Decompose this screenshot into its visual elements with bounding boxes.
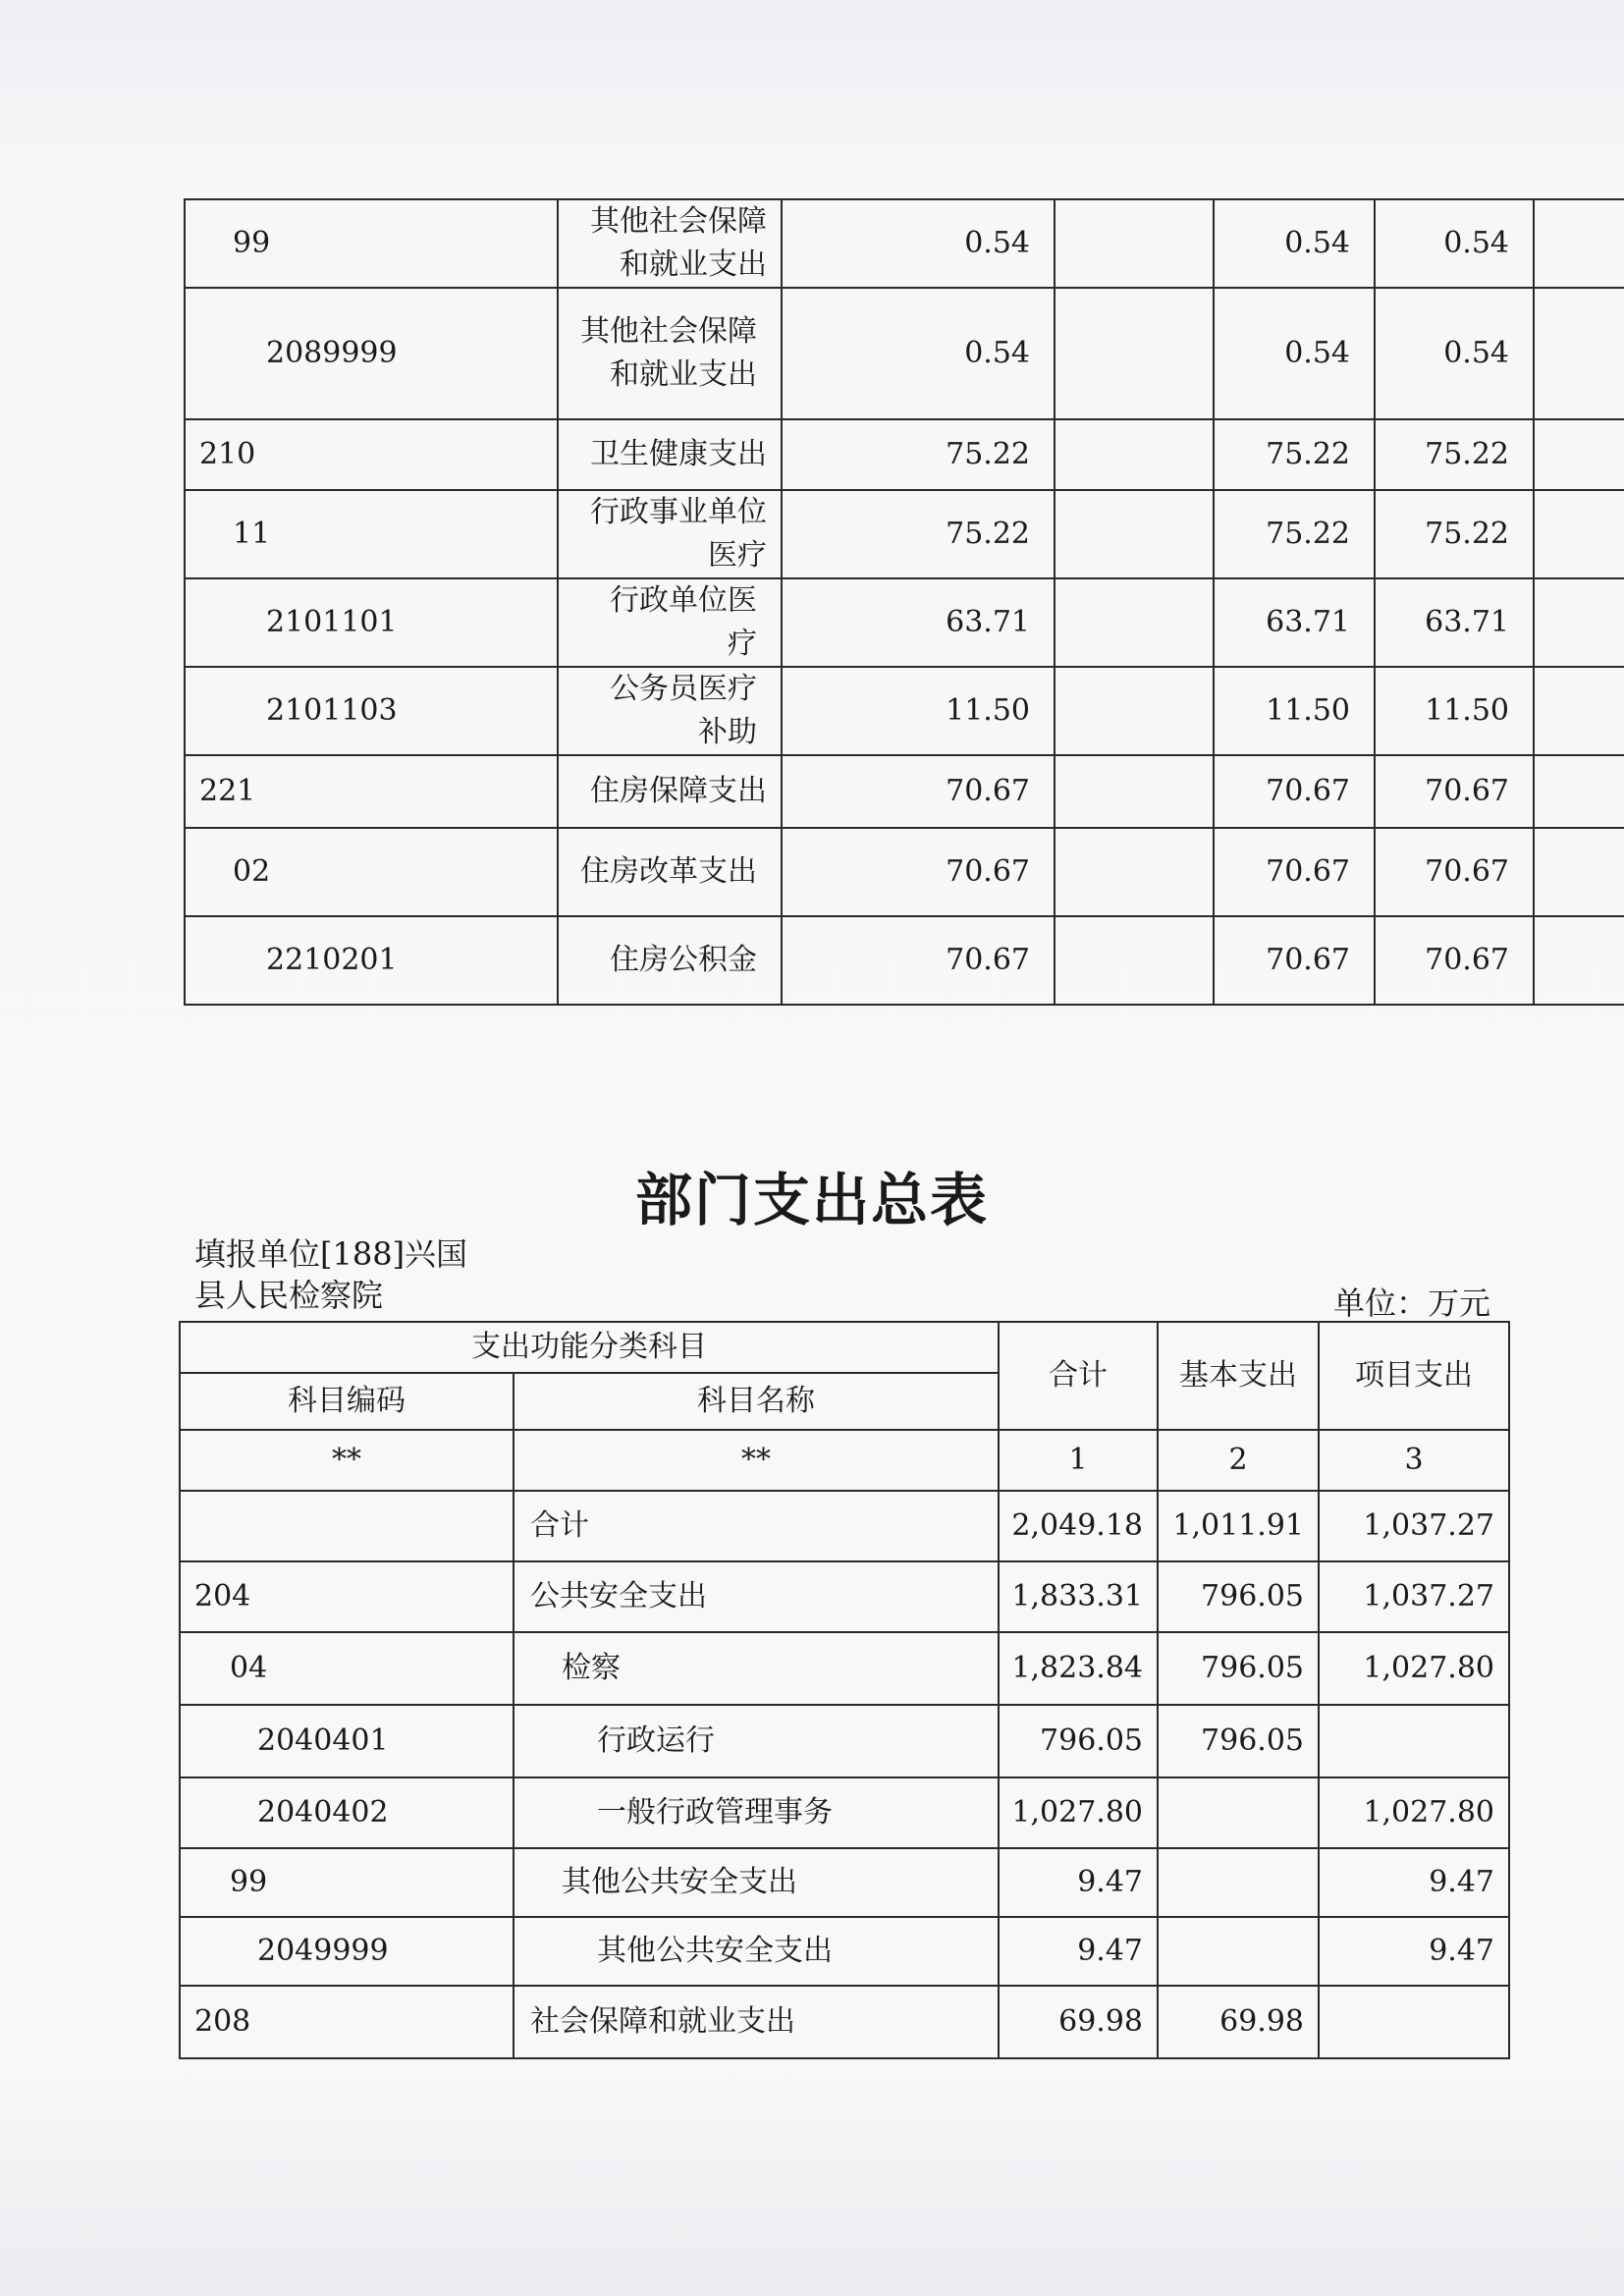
total-cell: 1,833.31: [999, 1561, 1158, 1632]
subject-name: 公共安全支出: [514, 1561, 999, 1632]
value-cell: 75.22: [1375, 419, 1534, 490]
value-cell: [1055, 288, 1214, 419]
subject-code: 221: [185, 755, 558, 828]
project-cell: 1,027.80: [1319, 1777, 1509, 1848]
subject-code: 2101103: [185, 667, 558, 755]
value-cell: [1055, 490, 1214, 578]
subject-name: 卫生健康支出: [558, 419, 782, 490]
project-cell: 1,037.27: [1319, 1561, 1509, 1632]
total-cell: 2,049.18: [999, 1491, 1158, 1561]
index-cell: 1: [999, 1430, 1158, 1491]
filing-unit-line: 县人民检察院: [194, 1277, 384, 1314]
table-row: [180, 1632, 1509, 1705]
total-cell: 1,823.84: [999, 1632, 1158, 1705]
subject-name: 其他公共安全支出: [514, 1917, 999, 1986]
subject-name: 合计: [514, 1491, 999, 1561]
subject-name: 行政单位医疗: [558, 578, 782, 667]
total-cell: 63.71: [782, 578, 1055, 667]
index-row: [180, 1430, 1509, 1491]
table-row: [180, 1491, 1509, 1561]
subject-name: 公务员医疗补助: [558, 667, 782, 755]
value-cell: 70.67: [1214, 755, 1375, 828]
value-cell: 70.67: [1375, 916, 1534, 1005]
department-expenditure-table: [179, 1321, 1510, 2059]
subject-name: 行政事业单位医疗: [558, 490, 782, 578]
subject-code: 2089999: [185, 288, 558, 419]
value-cell: [1055, 199, 1214, 288]
subject-code: 04: [180, 1632, 514, 1705]
index-cell: 3: [1319, 1430, 1509, 1491]
project-cell: 1,037.27: [1319, 1491, 1509, 1561]
value-cell: [1055, 916, 1214, 1005]
value-cell: [1055, 828, 1214, 916]
total-cell: 1,027.80: [999, 1777, 1158, 1848]
table-row: [185, 578, 1624, 667]
value-cell: 11.50: [1375, 667, 1534, 755]
subject-name: 其他社会保障和就业支出: [558, 199, 782, 288]
value-cell: [1055, 578, 1214, 667]
project-cell: 9.47: [1319, 1917, 1509, 1986]
header-row: [180, 1322, 1509, 1373]
value-cell: 63.71: [1214, 578, 1375, 667]
table-row: [185, 199, 1624, 288]
value-cell: [1534, 755, 1624, 828]
total-cell: 70.67: [782, 916, 1055, 1005]
subject-name: 住房改革支出: [558, 828, 782, 916]
subject-code: 99: [185, 199, 558, 288]
table-row: [185, 419, 1624, 490]
basic-cell: 69.98: [1158, 1986, 1319, 2058]
table-row: [180, 1561, 1509, 1632]
unit-label: 单位：万元: [1332, 1285, 1490, 1322]
project-cell: 9.47: [1319, 1848, 1509, 1917]
value-cell: 70.67: [1375, 755, 1534, 828]
value-cell: 75.22: [1214, 419, 1375, 490]
index-cell: 2: [1158, 1430, 1319, 1491]
value-cell: 70.67: [1375, 828, 1534, 916]
basic-cell: 1,011.91: [1158, 1491, 1319, 1561]
table-row: [185, 288, 1624, 419]
subject-name: 住房保障支出: [558, 755, 782, 828]
filing-unit: [194, 1233, 467, 1316]
value-cell: [1534, 578, 1624, 667]
project-cell: [1319, 1705, 1509, 1777]
header-group-cell: 支出功能分类科目: [180, 1322, 999, 1373]
value-cell: [1534, 667, 1624, 755]
basic-cell: [1158, 1848, 1319, 1917]
continued-expenditure-table: [184, 198, 1624, 1006]
value-cell: [1534, 916, 1624, 1005]
subject-code: 2210201: [185, 916, 558, 1005]
table-row: [185, 490, 1624, 578]
value-cell: 75.22: [1214, 490, 1375, 578]
subject-name: 其他公共安全支出: [514, 1848, 999, 1917]
header-total: 合计: [999, 1322, 1158, 1430]
value-cell: 70.67: [1214, 916, 1375, 1005]
subject-name: 社会保障和就业支出: [514, 1986, 999, 2058]
basic-cell: [1158, 1777, 1319, 1848]
page-title: 部门支出总表: [634, 1167, 989, 1233]
subject-code: 2040401: [180, 1705, 514, 1777]
subject-code: 2049999: [180, 1917, 514, 1986]
value-cell: 0.54: [1214, 199, 1375, 288]
index-cell: **: [514, 1430, 999, 1491]
total-cell: 9.47: [999, 1848, 1158, 1917]
value-cell: [1534, 419, 1624, 490]
total-cell: 75.22: [782, 490, 1055, 578]
basic-cell: 796.05: [1158, 1561, 1319, 1632]
table-row: [185, 828, 1624, 916]
table-row: [180, 1848, 1509, 1917]
value-cell: [1055, 419, 1214, 490]
total-cell: 69.98: [999, 1986, 1158, 2058]
table-row: [180, 1917, 1509, 1986]
subject-code: 11: [185, 490, 558, 578]
header-name: 科目名称: [514, 1373, 999, 1430]
subject-name: 一般行政管理事务: [514, 1777, 999, 1848]
subject-code: 02: [185, 828, 558, 916]
value-cell: [1534, 490, 1624, 578]
subject-name: 行政运行: [514, 1705, 999, 1777]
total-cell: 9.47: [999, 1917, 1158, 1986]
value-cell: [1055, 667, 1214, 755]
total-cell: 0.54: [782, 199, 1055, 288]
value-cell: [1534, 828, 1624, 916]
value-cell: [1534, 199, 1624, 288]
filing-unit-line: 填报单位[188]兴国: [194, 1235, 468, 1273]
subject-code: 210: [185, 419, 558, 490]
total-cell: 796.05: [999, 1705, 1158, 1777]
header-basic: 基本支出: [1158, 1322, 1319, 1430]
header-code: 科目编码: [180, 1373, 514, 1430]
subject-name: 检察: [514, 1632, 999, 1705]
table-row: [180, 1986, 1509, 2058]
subject-code: 2101101: [185, 578, 558, 667]
basic-cell: 796.05: [1158, 1705, 1319, 1777]
subject-code: [180, 1491, 514, 1561]
subject-code: 99: [180, 1848, 514, 1917]
project-cell: [1319, 1986, 1509, 2058]
subject-name: 住房公积金: [558, 916, 782, 1005]
total-cell: 11.50: [782, 667, 1055, 755]
total-cell: 0.54: [782, 288, 1055, 419]
value-cell: 63.71: [1375, 578, 1534, 667]
value-cell: 0.54: [1214, 288, 1375, 419]
table-row: [185, 916, 1624, 1005]
value-cell: 70.67: [1214, 828, 1375, 916]
subject-code: 208: [180, 1986, 514, 2058]
subject-code: 204: [180, 1561, 514, 1632]
table-row: [185, 667, 1624, 755]
total-cell: 70.67: [782, 755, 1055, 828]
value-cell: 75.22: [1375, 490, 1534, 578]
value-cell: 0.54: [1375, 288, 1534, 419]
basic-cell: 796.05: [1158, 1632, 1319, 1705]
basic-cell: [1158, 1917, 1319, 1986]
subject-name: 其他社会保障和就业支出: [558, 288, 782, 419]
value-cell: 0.54: [1375, 199, 1534, 288]
value-cell: [1055, 755, 1214, 828]
table-row: [180, 1705, 1509, 1777]
table-row: [180, 1777, 1509, 1848]
subject-code: 2040402: [180, 1777, 514, 1848]
table-row: [185, 755, 1624, 828]
index-cell: **: [180, 1430, 514, 1491]
project-cell: 1,027.80: [1319, 1632, 1509, 1705]
header-project: 项目支出: [1319, 1322, 1509, 1430]
total-cell: 70.67: [782, 828, 1055, 916]
value-cell: [1534, 288, 1624, 419]
total-cell: 75.22: [782, 419, 1055, 490]
value-cell: 11.50: [1214, 667, 1375, 755]
